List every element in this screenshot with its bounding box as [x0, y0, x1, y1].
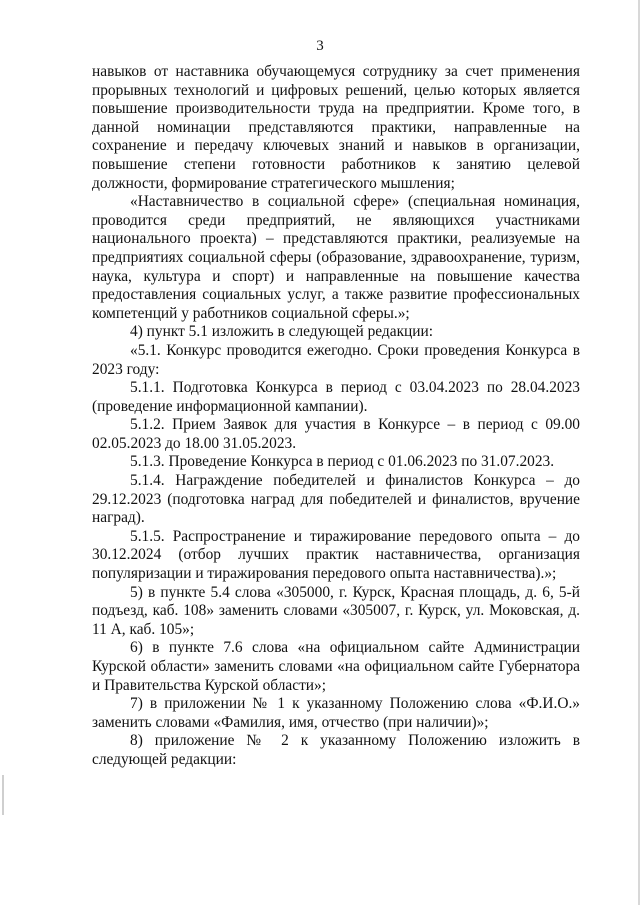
document-body	[92, 63, 580, 770]
paragraph-clause-5-1-1: 5.1.1. Подготовка Конкурса в период с 03.04.2023 по 28.04.2023 (проведение информационной кампании).	[92, 379, 580, 415]
page-number: 3	[316, 38, 324, 54]
paragraph-item-4: 4) пункт 5.1 изложить в следующей редакции:	[130, 323, 434, 341]
paragraph-clause-5-1: «5.1. Конкурс проводится ежегодно. Сроки проведения Конкурса в 2023 году:	[92, 341, 580, 378]
paragraph-social-sphere-nomination: «Наставничество в социальной сфере» (специальная номинация, проводится среди предприятий, не являющихся участниками национального проекта) – представляются практики, реализуемые на предприятиях социальной сферы (образование, здравоохранение, туризм, наука, культура и спорт) и направленные на повышение качества предоставления социальных услуг, а также развитие профессиональных компетенций у работников социальной сферы.»;	[92, 193, 580, 322]
paragraph-clause-5-1-3: 5.1.3. Проведение Конкурса в период с 01.06.2023 по 31.07.2023.	[130, 453, 555, 471]
scan-margin-mark	[2, 775, 4, 815]
paragraph-item-5: 5) в пункте 5.4 слова «305000, г. Курск, Красная площадь, д. 6, 5-й подъезд, каб. 108» заменить словами «305007, г. Курск, ул. Моковская, д. 11 А, каб. 105»;	[92, 583, 580, 638]
paragraph-item-8: 8) приложение № 2 к указанному Положению изложить в следующей редакции:	[92, 732, 580, 768]
paragraph-clause-5-1-4: 5.1.4. Награждение победителей и финалистов Конкурса – до 29.12.2023 (подготовка наград для победителей и финалистов, вручение наград).	[92, 472, 580, 527]
paragraph-mentoring-production: навыков от наставника обучающемуся сотруднику за счет применения прорывных технологий и цифровых решений, целью которых является повышение производительности труда на предприятии. Кроме того, в данной номинации представляются практики, направленные на сохранение и передачу ключевых знаний и навыков в организации, повышение степени готовности работников к занятию целевой должности, формирование стратегического мышления;	[92, 63, 580, 192]
paragraph-item-7: 7) в приложении № 1 к указанному Положению слова «Ф.И.О.» заменить словами «Фамилия, имя, отчество (при наличии)»;	[92, 695, 580, 731]
paragraph-item-6: 6) в пункте 7.6 слова «на официальном сайте Администрации Курской области» заменить словами «на официальном сайте Губернатора и Правительства Курской области»;	[92, 639, 580, 694]
paragraph-clause-5-1-5: 5.1.5. Распространение и тиражирование передового опыта – до 30.12.2024 (отбор лучших практик наставничества, организация популяризации и тиражирования передового опыта наставничества).»;	[92, 527, 580, 583]
paragraph-clause-5-1-2: 5.1.2. Прием Заявок для участия в Конкурсе – в период с 09.00 02.05.2023 до 18.00 31.05.2023.	[92, 416, 580, 452]
